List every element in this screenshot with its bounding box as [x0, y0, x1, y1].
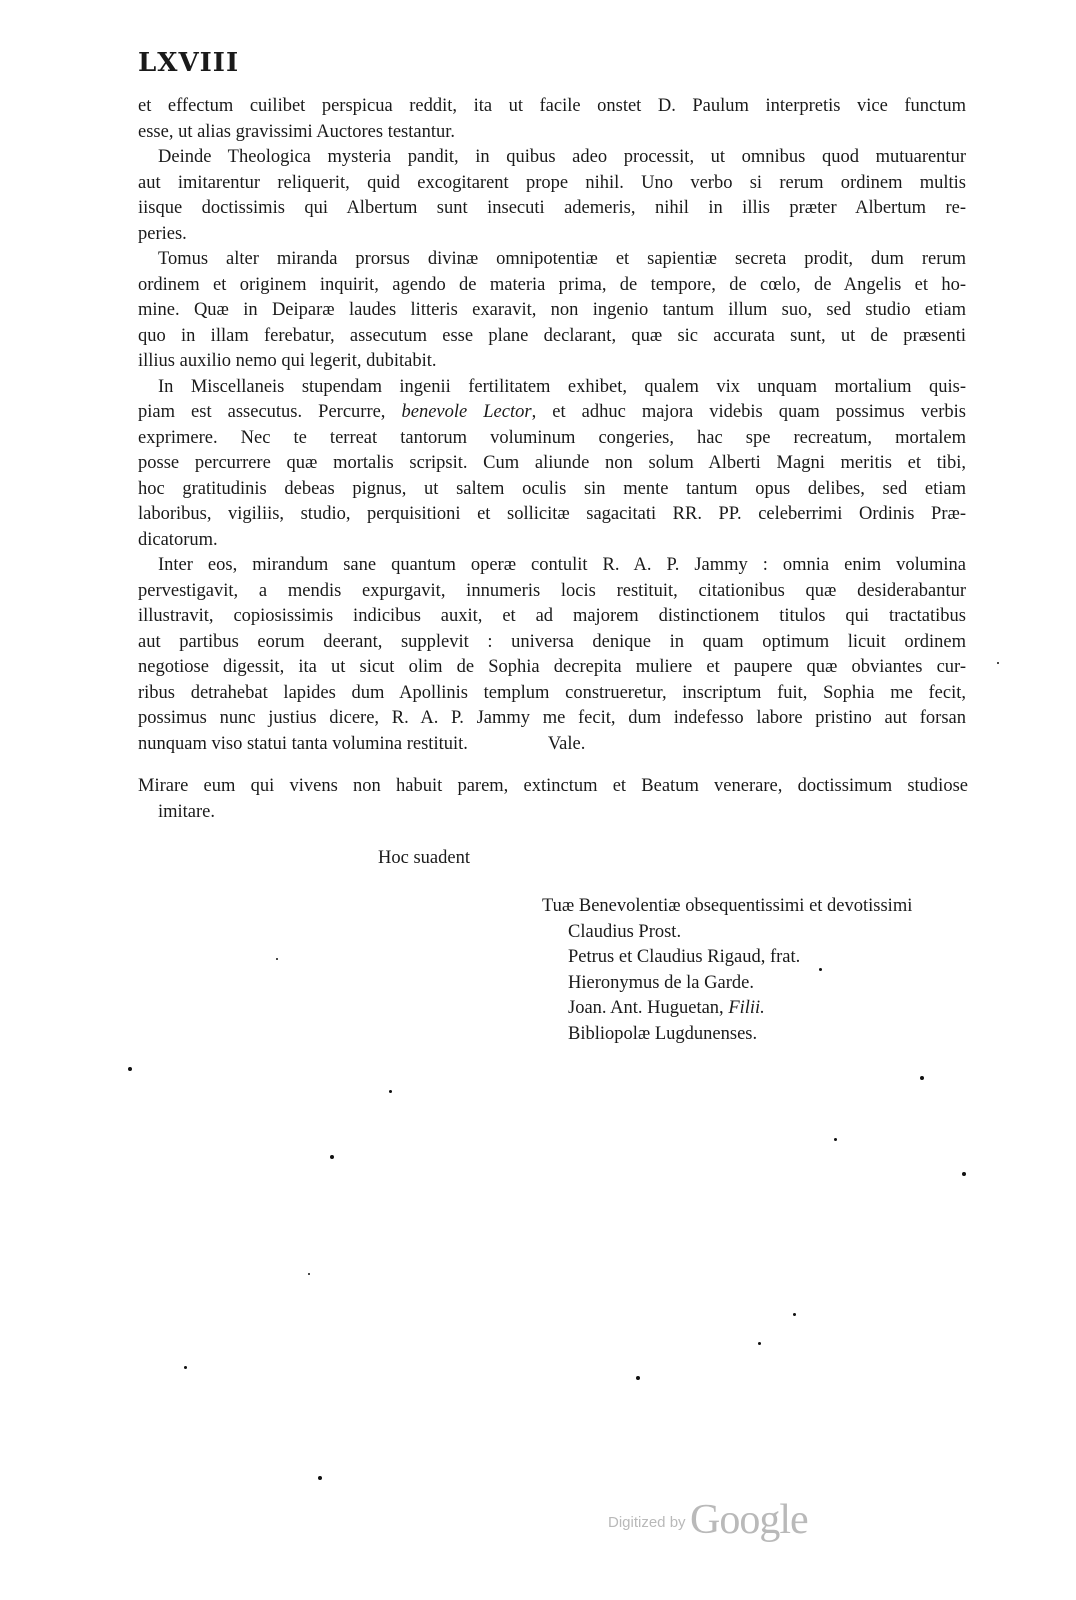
- text-line: Tomus alter miranda prorsus divinæ omnipotentiæ et sapientiæ secreta prodit, dum rerum: [158, 249, 966, 269]
- scan-speck: [389, 1090, 392, 1093]
- final-line: nunquam viso statui tanta volumina restituit.: [138, 733, 468, 754]
- text-line: Mirare eum qui vivens non habuit parem, extinctum et Beatum venerare, doctissimum studiose: [138, 776, 968, 796]
- scan-speck: [834, 1138, 837, 1141]
- text-line: aut imitarentur reliquerit, quid excogitarent prope nihil. Uno verbo si rerum ordinem multis: [138, 172, 966, 193]
- text-line: In Miscellaneis stupendam ingenii fertilitatem exhibet, qualem vix unquam mortalium quis-: [158, 376, 966, 397]
- text-line: Deinde Theologica mysteria pandit, in quibus adeo processit, ut omnibus quod mutuarentur: [158, 147, 966, 167]
- text-line: hoc gratitudinis debeas pignus, ut saltem oculis sin mente tantum opus delibes, sed etiam: [138, 478, 966, 499]
- google-watermark: [608, 1496, 808, 1544]
- text-line: iisque doctissimis qui Albertum sunt insecuti ademeris, nihil in illis præter Albertum re-: [138, 198, 966, 218]
- text-line: quo in illam ferebatur, assecutum esse plane declarant, quæ sic accurata sunt, ut de præsenti: [138, 325, 966, 346]
- scan-speck: [920, 1076, 924, 1080]
- scan-speck: [184, 1366, 187, 1369]
- scan-speck: [962, 1172, 966, 1176]
- text-line: aut partibus eorum deerant, supplevit : universa denique in quam optimum licuit ordinem: [138, 631, 966, 652]
- watermark-prefix: Digitized by: [608, 1514, 686, 1531]
- scan-speck: [318, 1476, 322, 1480]
- text-line: peries.: [138, 223, 187, 244]
- text-run: , et adhuc majora videbis quam possimus verbis: [531, 402, 966, 422]
- scan-speck: [128, 1067, 132, 1071]
- text-line: possimus nunc justius dicere, R. A. P. Jammy me fecit, dum indefesso labore pristino aut forsan: [138, 708, 966, 728]
- text-line: exprimere. Nec te terreat tantorum voluminum congeries, hac spe recreatum, mortalem: [138, 427, 966, 448]
- text-line: ordinem et originem inquirit, agendo de materia prima, de tempore, de cœlo, de Angelis et ho-: [138, 274, 966, 295]
- text-line: illustravit, copiosissimis indicibus auxit, et ad majorem distinctionem titulos qui tractatibus: [138, 606, 966, 626]
- signature-name: Joan. Ant. Huguetan,: [568, 998, 729, 1018]
- scan-speck: [793, 1313, 796, 1316]
- signature-line: Petrus et Claudius Rigaud, frat.: [568, 947, 801, 967]
- google-logo: Google: [690, 1497, 808, 1543]
- text-line: laboribus, vigiliis, studio, perquisitioni et sollicitæ sagacitati RR. PP. celeberrimi Ordinis Præ-: [138, 504, 966, 524]
- hoc-suadent: Hoc suadent: [378, 848, 470, 868]
- text-line: Inter eos, mirandum sane quantum operæ contulit R. A. P. Jammy : omnia enim volumina: [158, 555, 966, 575]
- vale: Vale.: [547, 733, 586, 754]
- closing-exhortation: [138, 774, 968, 825]
- text-line: posse percurrere quæ mortalis scripsit. Cum aliunde non solum Alberti Magni meritis et tibi,: [138, 453, 966, 473]
- signature-line: Claudius Prost.: [568, 921, 682, 942]
- page-number: LXVIII: [138, 48, 240, 78]
- text-line: et effectum cuilibet perspicua reddit, ita ut facile onstet D. Paulum interpretis vice functum: [138, 96, 966, 116]
- text-line: [138, 732, 966, 758]
- text-line: illius auxilio nemo qui legerit, dubitabit.: [138, 351, 437, 371]
- scan-speck: [636, 1376, 640, 1380]
- text-line: negotiose digessit, ita ut sicut olim de Sophia decrepita muliere et paupere quæ obviantes cur-: [138, 657, 966, 677]
- text-line: imitare.: [158, 801, 216, 822]
- scan-speck: [997, 662, 999, 664]
- italic-phrase: benevole Lector: [401, 402, 532, 422]
- text-run: piam est assecutus. Percurre,: [138, 402, 402, 422]
- text-line: mine. Quæ in Deiparæ laudes litteris exaravit, non ingenio tantum illum suo, sed studio etiam: [138, 300, 966, 320]
- text-line: ribus detrahebat lapides dum Apollinis templum construeretur, inscriptum fuit, Sophia me fecit,: [138, 682, 966, 703]
- signature-italic: Filii.: [728, 998, 765, 1018]
- signature-line: Tuæ Benevolentiæ obsequentissimi et devotissimi: [542, 896, 913, 916]
- text-line: pervestigavit, a mendis expurgavit, innumeris locis restituit, citationibus quæ desiderabantur: [138, 580, 966, 601]
- scan-speck: [276, 958, 278, 960]
- signature-block: [542, 894, 912, 1047]
- text-line: esse, ut alias gravissimi Auctores testantur.: [138, 121, 456, 142]
- signature-line: Hieronymus de la Garde.: [568, 972, 754, 993]
- signature-line: [542, 996, 912, 1022]
- scan-speck: [330, 1155, 334, 1159]
- signature-line: Bibliopolæ Lugdunenses.: [568, 1023, 758, 1044]
- body-text: [138, 94, 966, 757]
- scan-speck: [819, 968, 822, 971]
- scan-speck: [758, 1342, 761, 1345]
- text-line: dicatorum.: [138, 529, 218, 550]
- text-line: [138, 400, 966, 426]
- scan-speck: [308, 1273, 310, 1275]
